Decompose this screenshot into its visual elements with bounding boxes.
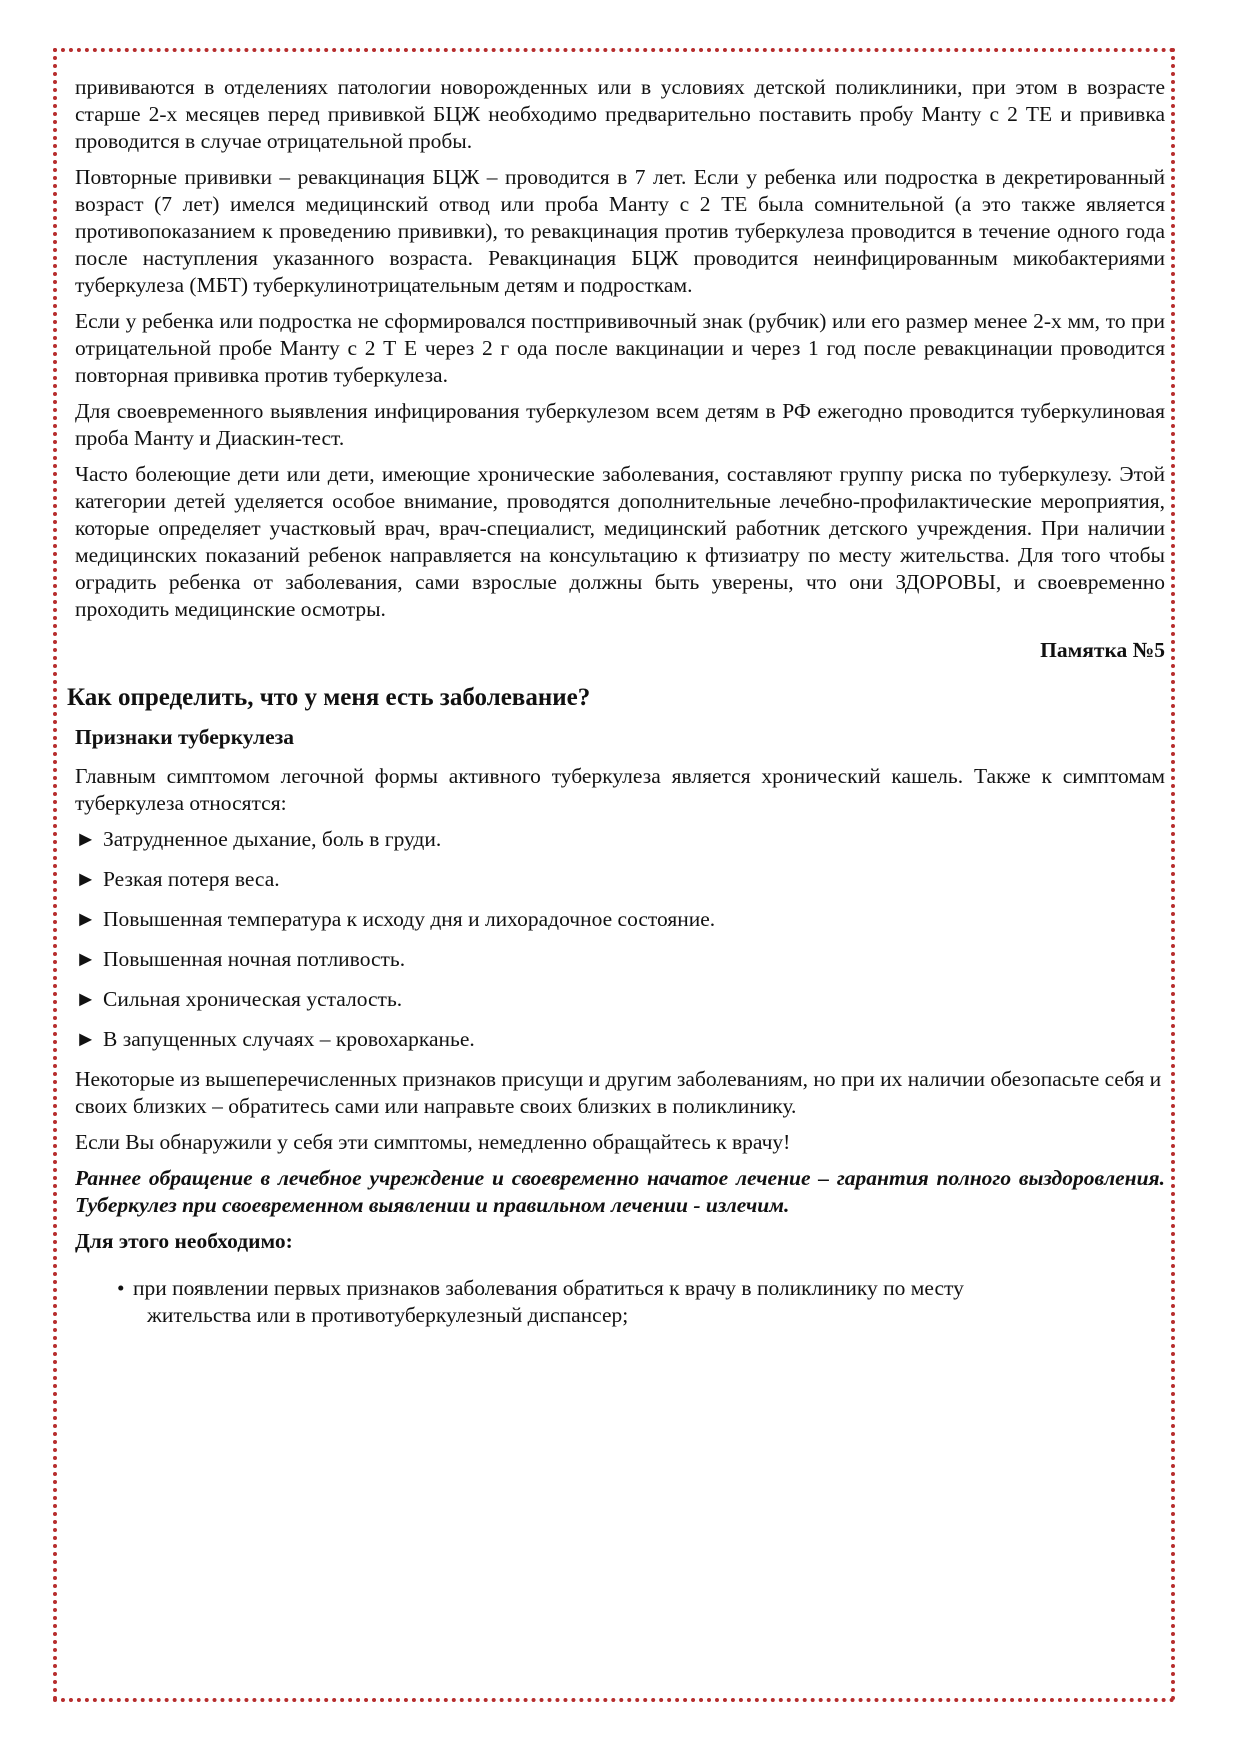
document-body bbox=[67, 74, 1165, 1329]
list-item-line-1: при появлении первых признаков заболевания обратиться к врачу в поликлинику по месту bbox=[133, 1276, 964, 1300]
triangle-bullet-icon: ► bbox=[75, 987, 97, 1011]
paragraph-intro: Главным симптомом легочной формы активного туберкулеза является хронический кашель. Также к симптомам туберкулеза относятся: bbox=[75, 764, 1165, 815]
triangle-bullet-icon: ► bbox=[75, 827, 97, 851]
symptom-text: Сильная хроническая усталость. bbox=[103, 987, 403, 1011]
bullet-dot-icon: • bbox=[117, 1276, 125, 1300]
paragraph-note-other-diseases: Некоторые из вышеперечисленных признаков присущи и другим заболеваниям, но при их наличии обезопасьте себя и своих близких – обратитесь сами или направьте своих близких в поликлинику. bbox=[75, 1067, 1162, 1118]
symptom-text: Резкая потеря веса. bbox=[103, 867, 280, 891]
triangle-bullet-icon: ► bbox=[75, 907, 97, 931]
symptom-item bbox=[75, 826, 1165, 853]
paragraph-annual-testing: Для своевременного выявления инфицирования туберкулезом всем детям в РФ ежегодно проводится туберкулиновая проба Манту и Диаскин-тест. bbox=[75, 399, 1165, 450]
triangle-bullet-icon: ► bbox=[75, 947, 97, 971]
paragraph-repeat-vaccination: Если у ребенка или подростка не сформировался постпрививочный знак (рубчик) или его размер менее 2-х мм, то при отрицательной пробе Манту с 2 Т Е через 2 г ода после вакцинации и через 1 год после ревакцинации проводится повторная прививка против туберкулеза. bbox=[75, 309, 1165, 387]
triangle-bullet-icon: ► bbox=[75, 1027, 97, 1051]
paragraph-emphasis: Раннее обращение в лечебное учреждение и своевременно начатое лечение – гарантия полного выздоровления. Туберкулез при своевременном выявлении и правильном лечении - излечим. bbox=[75, 1166, 1165, 1217]
paragraph-revaccination: Повторные прививки – ревакцинация БЦЖ – проводится в 7 лет. Если у ребенка или подростка в декретированный возраст (7 лет) имелся медицинский отвод или проба Манту с 2 ТЕ была сомнительной (а это также является противопоказанием к проведению прививки), то ревакцинация против туберкулеза проводится в течение одного года после наступления указанного возраста. Ревакцинация БЦЖ проводится неинфицированным микобактериями туберкулеза (МБТ) туберкулинотрицательным детям и подросткам. bbox=[75, 165, 1165, 297]
symptom-item bbox=[75, 906, 1165, 933]
paragraph-note-see-doctor: Если Вы обнаружили у себя эти симптомы, немедленно обращайтесь к врачу! bbox=[75, 1130, 791, 1154]
symptom-item bbox=[75, 946, 1165, 973]
action-list bbox=[117, 1275, 1165, 1329]
symptom-text: Повышенная ночная потливость. bbox=[103, 947, 406, 971]
symptom-item bbox=[75, 866, 1165, 893]
subheading-signs: Признаки туберкулеза bbox=[75, 725, 294, 749]
symptom-item bbox=[75, 986, 1165, 1013]
symptom-item bbox=[75, 1026, 1165, 1053]
paragraph-risk-group: Часто болеющие дети или дети, имеющие хронические заболевания, составляют группу риска по туберкулезу. Этой категории детей уделяется особое внимание, проводятся дополнительные лечебно-профилактические мероприятия, которые определяет участковый врач, врач-специалист, медицинский работник детского учреждения. При наличии медицинских показаний ребенок направляется на консультацию к фтизиатру по месту жительства. Для того чтобы оградить ребенка от заболевания, сами взрослые должны быть уверены, что они ЗДОРОВЫ, и своевременно проходить медицинские осмотры. bbox=[75, 462, 1165, 621]
section-heading: Как определить, что у меня есть заболевание? bbox=[67, 684, 591, 711]
list-item bbox=[117, 1275, 1165, 1329]
list-item-line-2: жительства или в противотуберкулезный диспансер; bbox=[147, 1303, 629, 1327]
paragraph-vaccination-conditions: прививаются в отделениях патологии новорожденных или в условиях детской поликлиники, при этом в возрасте старше 2-х месяцев перед прививкой БЦЖ необходимо предварительно поставить пробу Манту с 2 ТЕ и прививка проводится в случае отрицательной пробы. bbox=[75, 75, 1165, 153]
memo-label: Памятка №5 bbox=[1040, 638, 1165, 662]
need-label: Для этого необходимо: bbox=[75, 1229, 293, 1253]
symptom-text: В запущенных случаях – кровохарканье. bbox=[103, 1027, 475, 1051]
symptom-text: Затрудненное дыхание, боль в груди. bbox=[103, 827, 442, 851]
triangle-bullet-icon: ► bbox=[75, 867, 97, 891]
symptom-text: Повышенная температура к исходу дня и лихорадочное состояние. bbox=[103, 907, 716, 931]
